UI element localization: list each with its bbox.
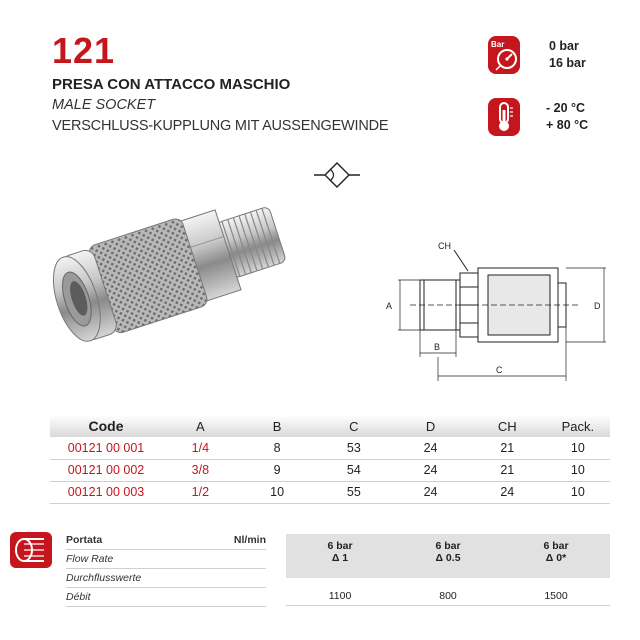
col-ch: CH: [497, 418, 517, 434]
product-code: 121: [52, 30, 116, 71]
pressure-range: [549, 38, 586, 72]
table-row: [50, 481, 610, 503]
svg-text:Bar: Bar: [491, 40, 505, 49]
row-b: 10: [270, 485, 285, 499]
flow-col-2-pressure: 6 bar: [435, 540, 461, 552]
label-b: B: [434, 342, 441, 352]
row-a: 1/4: [191, 440, 210, 455]
flow-label-french: Débit: [66, 588, 266, 607]
table-header-row: [50, 415, 610, 437]
technical-drawing: [380, 235, 610, 385]
flow-col-1: [286, 540, 394, 564]
row-ch: 24: [500, 485, 515, 499]
row-pack: 10: [570, 440, 585, 455]
flow-col-3: [502, 540, 610, 564]
row-pack: 10: [570, 485, 585, 499]
row-a: 3/8: [191, 463, 210, 477]
flow-value-1: 1100: [328, 590, 352, 602]
label-ch: CH: [438, 241, 451, 251]
flow-col-3-delta: Δ 0*: [545, 552, 567, 564]
row-code: 00121 00 002: [67, 463, 145, 477]
temperature-min: - 20 °C: [546, 101, 586, 115]
flow-value-2: 800: [439, 590, 457, 602]
thermometer-icon: [488, 98, 520, 136]
row-c: 54: [346, 463, 361, 477]
product-photo: [30, 185, 310, 365]
flow-col-1-pressure: 6 bar: [327, 540, 353, 552]
label-a: A: [386, 301, 393, 311]
row-c: 55: [346, 485, 361, 499]
pressure-min: 0 bar: [549, 39, 579, 53]
flow-column-headers: [286, 540, 610, 564]
temperature-range: [546, 100, 588, 134]
title-english: MALE SOCKET: [52, 97, 156, 113]
flow-values-row: [286, 590, 610, 606]
row-d: 24: [423, 485, 438, 499]
row-b: 8: [273, 440, 281, 455]
col-d: D: [425, 418, 436, 434]
temperature-max: + 80 °C: [546, 118, 589, 132]
col-pack: Pack.: [561, 418, 595, 434]
title-italian: PRESA CON ATTACCO MASCHIO: [52, 76, 291, 93]
flow-col-2: [394, 540, 502, 564]
col-a: A: [196, 418, 205, 434]
table-row: [50, 459, 610, 481]
dimensions-table: [50, 415, 610, 504]
flow-col-3-pressure: 6 bar: [543, 540, 569, 552]
flow-labels: [66, 531, 266, 607]
col-code: Code: [88, 418, 124, 434]
row-b: 9: [273, 463, 281, 477]
flow-col-1-delta: Δ 1: [331, 552, 349, 564]
flow-value-3: 1500: [544, 590, 568, 602]
row-d: 24: [423, 440, 438, 455]
pressure-gauge-icon: [488, 36, 520, 74]
label-d: D: [594, 301, 601, 311]
row-c: 53: [346, 440, 361, 455]
table-row: [50, 437, 610, 459]
flow-rate-icon: [10, 532, 52, 568]
col-b: B: [272, 418, 282, 434]
row-code: 00121 00 003: [67, 485, 145, 499]
flow-col-2-delta: Δ 0.5: [435, 552, 461, 564]
col-c: C: [349, 418, 359, 434]
title-german: VERSCHLUSS-KUPPLUNG MIT AUSSENGEWINDE: [52, 118, 389, 134]
pneumatic-symbol-icon: [312, 160, 362, 190]
pressure-max: 16 bar: [549, 56, 586, 70]
row-ch: 21: [500, 463, 515, 477]
row-ch: 21: [500, 440, 515, 455]
flow-label-german: Durchflusswerte: [66, 569, 266, 588]
row-code: 00121 00 001: [67, 440, 145, 455]
row-a: 1/2: [191, 485, 210, 499]
flow-unit: Nl/min: [233, 534, 266, 546]
row-pack: 10: [570, 463, 585, 477]
label-c: C: [496, 365, 503, 375]
row-d: 24: [423, 463, 438, 477]
flow-label-italian: Portata: [66, 534, 103, 546]
flow-label-english: Flow Rate: [66, 550, 266, 569]
